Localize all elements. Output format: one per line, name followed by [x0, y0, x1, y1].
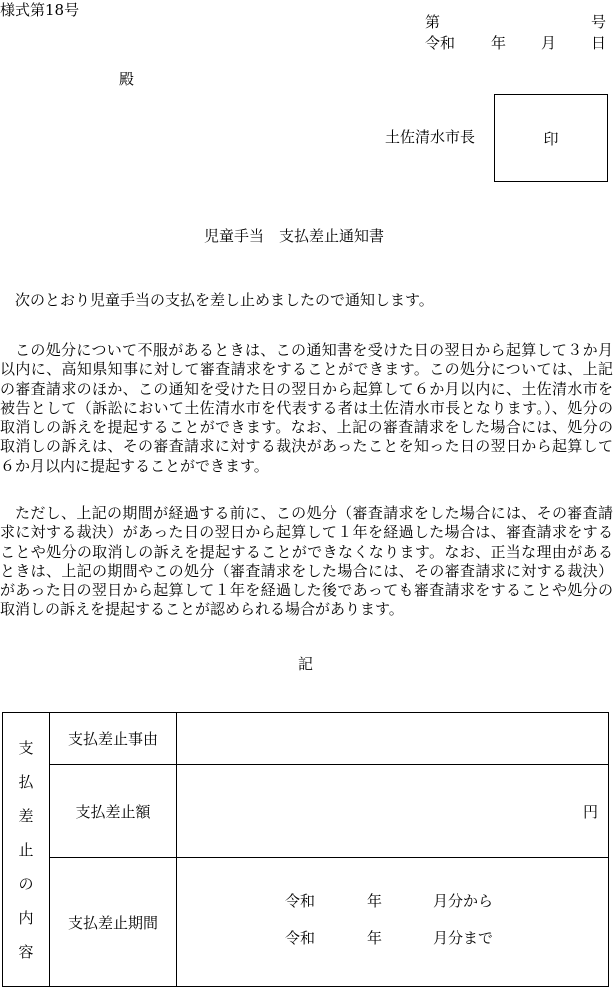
- issuer-name: 土佐清水市長: [385, 128, 476, 146]
- period-to-month: 月分まで: [433, 929, 494, 947]
- period-from-era: 令和: [285, 892, 316, 910]
- page-title: 児童手当 支払差止通知書: [204, 227, 385, 245]
- recipient-honorific: 殿: [119, 70, 135, 88]
- side-label-char: 差: [18, 806, 34, 825]
- reason-value: [177, 713, 609, 765]
- side-label-char: の: [18, 874, 34, 893]
- form-number: 様式第18号: [0, 1, 80, 19]
- date-day: 日: [591, 34, 607, 52]
- side-label: [3, 713, 50, 987]
- period-to-year: 年: [367, 929, 383, 947]
- side-label-char: 払: [18, 772, 34, 791]
- side-label-char: 容: [18, 942, 34, 961]
- amount-value: [177, 765, 609, 858]
- date-year: 年: [491, 34, 507, 52]
- appeal-notice-paragraph-1: この処分について不服があるときは、この通知書を受けた日の翌日から起算して３か月以内に、高知県知事に対して審査請求をすることができます。この処分については、上記の審査請求のほか、この通知を受けた日の翌日から起算して６か月以内に、土佐清水市を被告として（訴訟において土佐清水市を代表する者は土佐清水市長となります。）、処分の取消しの訴えを提起することができます。なお、上記の審査請求をした場合には、処分の取消しの訴えは、その審査請求に対する裁決があったことを知った日の翌日から起算して６か月以内に提起することができます。: [0, 341, 613, 475]
- side-label-char: 支: [18, 738, 34, 757]
- period-to-era: 令和: [285, 929, 316, 947]
- period-from-month: 月分から: [433, 892, 494, 910]
- intro-text: 次のとおり児童手当の支払を差し止めましたので通知します。: [15, 291, 434, 309]
- seal-label: 印: [543, 129, 559, 148]
- reason-label: 支払差止事由: [50, 713, 177, 765]
- period-from-year: 年: [367, 892, 383, 910]
- date-month: 月: [541, 34, 557, 52]
- seal-box: [494, 94, 608, 182]
- amount-unit: 円: [582, 802, 598, 821]
- side-label-char: 内: [18, 908, 34, 927]
- appeal-notice-paragraph-2: ただし、上記の期間が経過する前に、この処分（審査請求をした場合には、その審査請求に対する裁決）があった日の翌日から起算して１年を経過した場合は、審査請求をすることや処分の取消しの訴えを提起することができなくなります。なお、正当な理由があるときは、上記の期間やこの処分（審査請求をした場合には、その審査請求に対する裁決）があった日の翌日から起算して１年を経過した後であっても審査請求をすることや処分の取消しの訴えを提起することが認められる場合があります。: [0, 504, 613, 619]
- date-era: 令和: [425, 34, 456, 52]
- amount-label: 支払差止額: [50, 765, 177, 858]
- period-label: 支払差止期間: [50, 858, 177, 987]
- details-table: [2, 712, 609, 987]
- period-value: [177, 858, 609, 987]
- side-label-char: 止: [18, 840, 34, 859]
- ki-heading: 記: [298, 655, 314, 673]
- table-row-reason: [3, 713, 609, 765]
- table-row-period: [3, 858, 609, 987]
- doc-number-suffix: 号: [591, 13, 607, 31]
- table-row-amount: [3, 765, 609, 858]
- doc-number-prefix: 第: [425, 13, 441, 31]
